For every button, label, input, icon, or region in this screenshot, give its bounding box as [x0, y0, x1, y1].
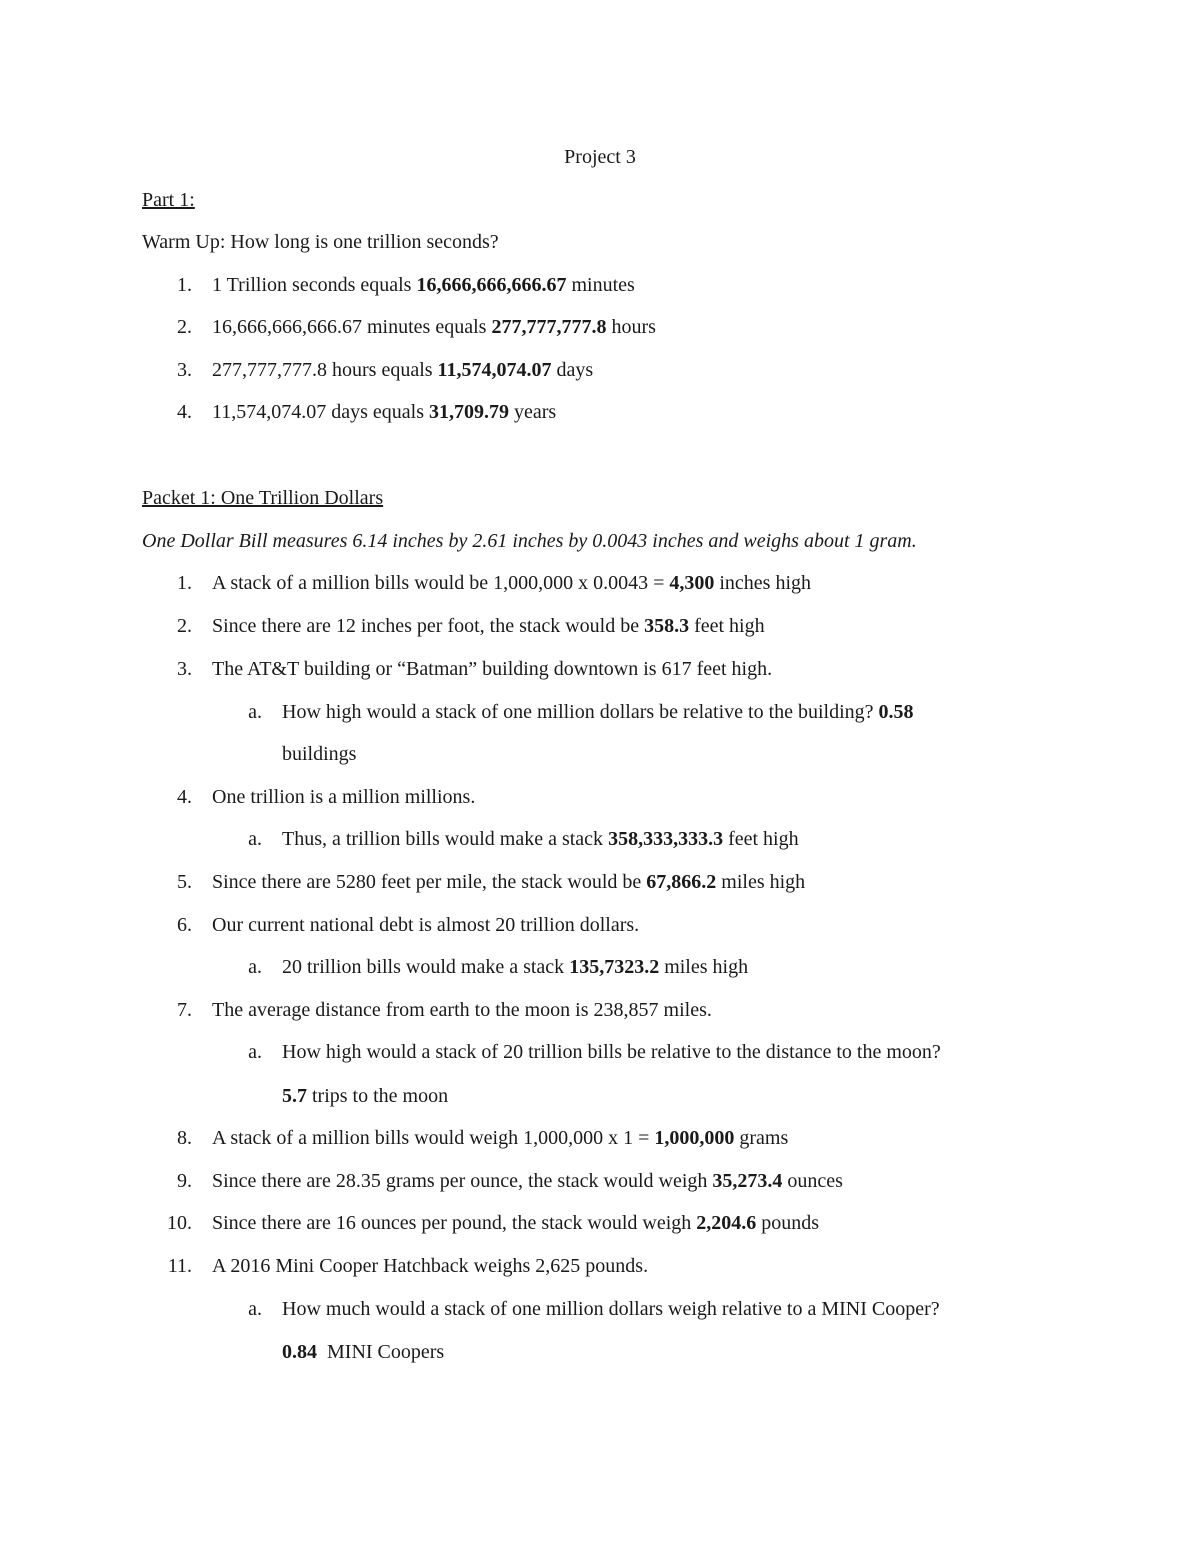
packet1-heading: Packet 1: One Trillion Dollars: [142, 487, 384, 509]
list-text: Since there are 16 ounces per pound, the stack would weigh 2,204.6 pounds: [212, 1212, 820, 1234]
list-text: A 2016 Mini Cooper Hatchback weighs 2,625 pounds.: [212, 1255, 649, 1277]
list-number: 1.: [177, 274, 192, 296]
list-text: Since there are 12 inches per foot, the stack would be 358.3 feet high: [212, 615, 765, 637]
list-text: 1 Trillion seconds equals 16,666,666,666.67 minutes: [212, 274, 635, 296]
packet1-intro: One Dollar Bill measures 6.14 inches by 2.61 inches by 0.0043 inches and weighs about 1 gram.: [142, 530, 917, 552]
list-text: The AT&T building or “Batman” building downtown is 617 feet high.: [212, 658, 773, 680]
list-number: 4.: [177, 401, 192, 423]
list-text: 20 trillion bills would make a stack 135,7323.2 miles high: [282, 956, 749, 978]
list-text: 277,777,777.8 hours equals 11,574,074.07 days: [212, 359, 594, 381]
list-text: Our current national debt is almost 20 trillion dollars.: [212, 914, 640, 936]
list-letter: a.: [248, 701, 262, 723]
list-number: 4.: [177, 786, 192, 808]
list-text: A stack of a million bills would weigh 1,000,000 x 1 = 1,000,000 grams: [212, 1127, 789, 1149]
list-text: 16,666,666,666.67 minutes equals 277,777,777.8 hours: [212, 316, 656, 338]
part1-heading: Part 1:: [142, 189, 195, 211]
list-letter: a.: [248, 828, 262, 850]
list-text: How high would a stack of 20 trillion bills be relative to the distance to the moon?: [282, 1041, 941, 1063]
list-letter: a.: [248, 1041, 262, 1063]
list-text: buildings: [282, 743, 357, 765]
list-text: How high would a stack of one million dollars be relative to the building? 0.58: [282, 701, 914, 723]
list-text: 11,574,074.07 days equals 31,709.79 years: [212, 401, 557, 423]
list-text: The average distance from earth to the moon is 238,857 miles.: [212, 999, 712, 1021]
list-number: 7.: [177, 999, 192, 1021]
list-number: 10.: [167, 1212, 192, 1234]
list-text: A stack of a million bills would be 1,000,000 x 0.0043 = 4,300 inches high: [212, 572, 812, 594]
list-number: 3.: [177, 359, 192, 381]
list-text: Since there are 5280 feet per mile, the stack would be 67,866.2 miles high: [212, 871, 806, 893]
list-text: 5.7 trips to the moon: [282, 1085, 449, 1107]
list-letter: a.: [248, 956, 262, 978]
list-number: 2.: [177, 615, 192, 637]
list-text: One trillion is a million millions.: [212, 786, 476, 808]
list-text: Thus, a trillion bills would make a stack 358,333,333.3 feet high: [282, 828, 799, 850]
part1-intro: Warm Up: How long is one trillion seconds?: [142, 231, 499, 253]
document-title: Project 3: [564, 146, 636, 168]
list-text: 0.84 MINI Coopers: [282, 1341, 445, 1363]
list-number: 5.: [177, 871, 192, 893]
list-text: How much would a stack of one million dollars weigh relative to a MINI Cooper?: [282, 1298, 940, 1320]
list-number: 2.: [177, 316, 192, 338]
list-number: 8.: [177, 1127, 192, 1149]
list-number: 1.: [177, 572, 192, 594]
list-number: 9.: [177, 1170, 192, 1192]
list-number: 6.: [177, 914, 192, 936]
list-letter: a.: [248, 1298, 262, 1320]
list-number: 3.: [177, 658, 192, 680]
list-text: Since there are 28.35 grams per ounce, the stack would weigh 35,273.4 ounces: [212, 1170, 843, 1192]
list-number: 11.: [167, 1255, 192, 1277]
